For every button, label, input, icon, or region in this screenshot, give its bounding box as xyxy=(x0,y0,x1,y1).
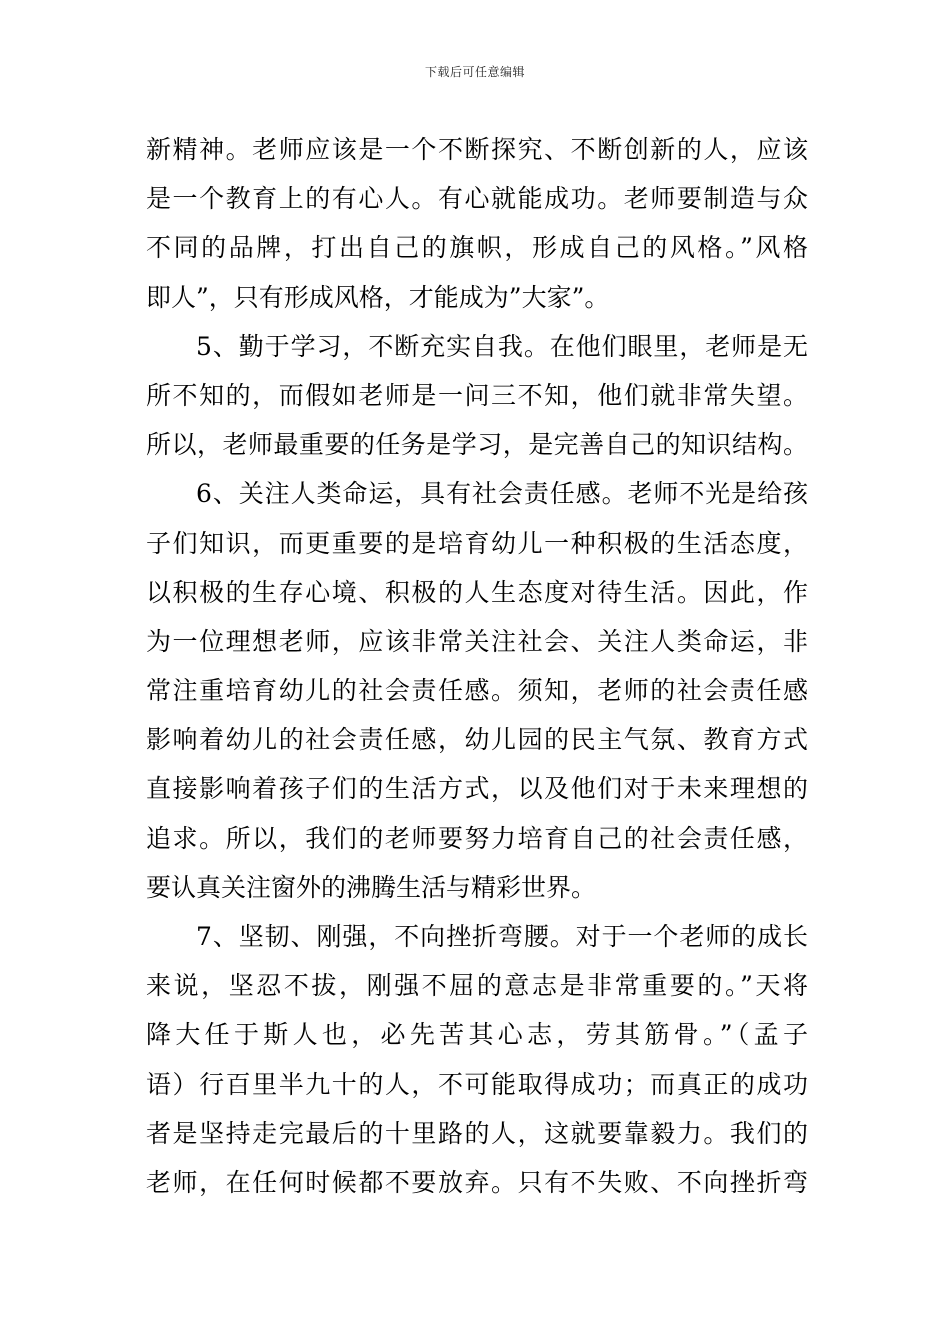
document-body xyxy=(146,125,808,1207)
text-line: 为一位理想老师，应该非常关注社会、关注人类命运，非 xyxy=(146,626,808,656)
page-header: 下载后可任意编辑 xyxy=(424,65,525,79)
text-line: 所不知的，而假如老师是一问三不知，他们就非常失望。 xyxy=(146,380,808,410)
text-line: 降大任于斯人也，必先苦其心志，劳其筋骨。”（孟子 xyxy=(146,1020,808,1050)
text-line: 直接影响着孩子们的生活方式，以及他们对于未来理想的 xyxy=(146,774,808,804)
text-line: 7、坚韧、刚强，不向挫折弯腰。对于一个老师的成长 xyxy=(196,922,808,951)
text-line: 者是坚持走完最后的十里路的人，这就要靠毅力。我们的 xyxy=(146,1118,808,1148)
text-line: 常注重培育幼儿的社会责任感。须知，老师的社会责任感 xyxy=(146,676,808,706)
text-line: 是一个教育上的有心人。有心就能成功。老师要制造与众 xyxy=(146,184,808,214)
text-line: 不同的品牌，打出自己的旗帜，形成自己的风格。”风格 xyxy=(146,233,808,263)
text-line: 以积极的生存心境、积极的人生态度对待生活。因此，作 xyxy=(146,577,808,607)
text-line: 追求。所以，我们的老师要努力培育自己的社会责任感， xyxy=(146,823,808,853)
text-line: 6、关注人类命运，具有社会责任感。老师不光是给孩 xyxy=(196,479,808,509)
text-line: 即人”，只有形成风格，才能成为”大家”。 xyxy=(146,282,610,312)
text-line: 子们知识，而更重要的是培育幼儿一种积极的生活态度， xyxy=(146,528,808,558)
text-line: 5、勤于学习，不断充实自我。在他们眼里，老师是无 xyxy=(196,331,808,361)
text-line: 所以，老师最重要的任务是学习，是完善自己的知识结构。 xyxy=(146,430,808,460)
text-line: 来说，坚忍不拔，刚强不屈的意志是非常重要的。”天将 xyxy=(146,971,808,1001)
text-line: 影响着幼儿的社会责任感，幼儿园的民主气氛、教育方式 xyxy=(146,725,808,755)
text-line: 老师，在任何时候都不要放弃。只有不失败、不向挫折弯 xyxy=(146,1167,808,1197)
text-line: 新精神。老师应该是一个不断探究、不断创新的人，应该 xyxy=(146,135,808,164)
text-line: 要认真关注窗外的沸腾生活与精彩世界。 xyxy=(146,872,597,902)
text-line: 语）行百里半九十的人，不可能取得成功；而真正的成功 xyxy=(146,1069,808,1099)
